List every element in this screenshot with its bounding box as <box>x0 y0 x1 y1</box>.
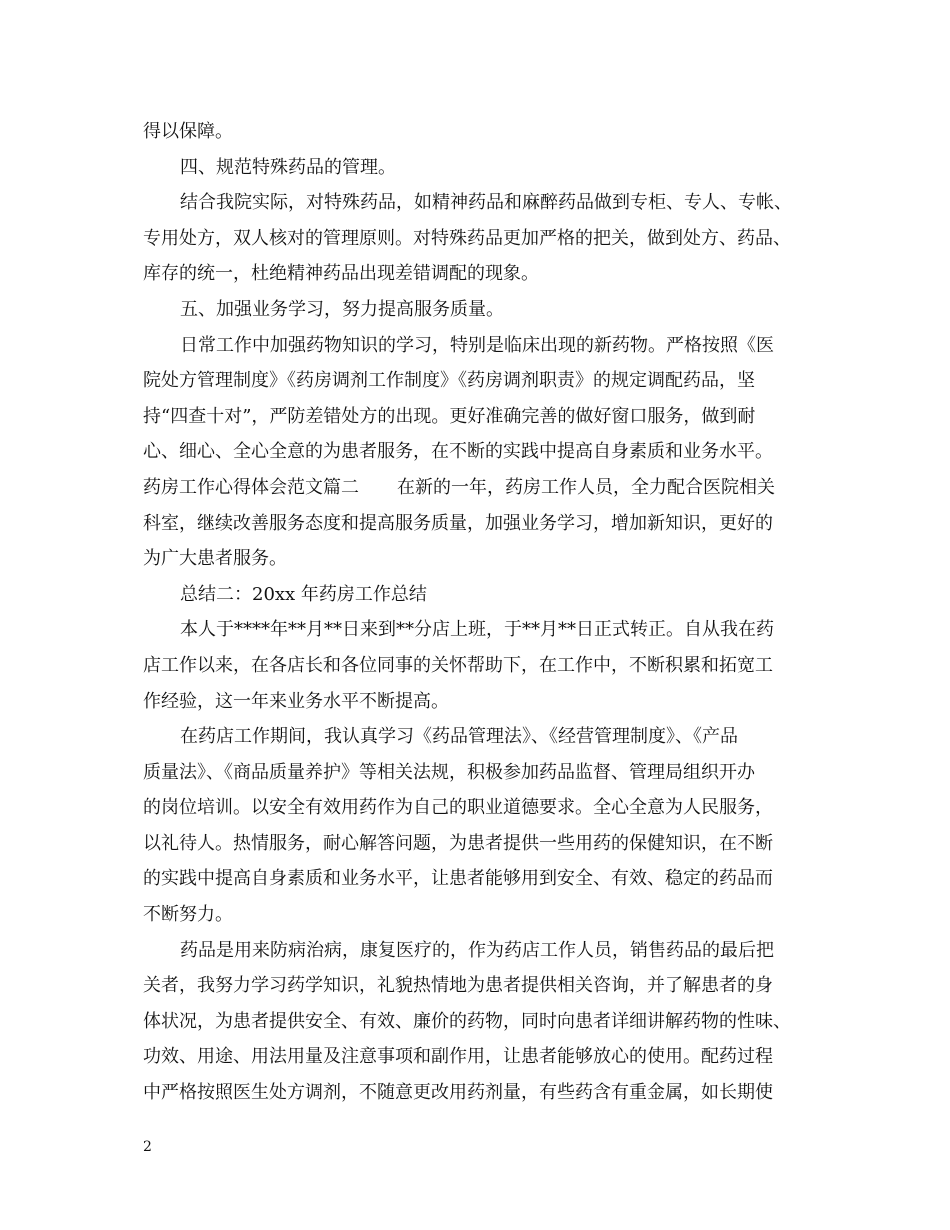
text-line: 药品是用来防病治病，康复医疗的，作为药店工作人员，销售药品的最后把 <box>180 939 774 961</box>
text-line: 心、细心、全心全意的为患者服务，在不断的实践中提高自身素质和业务水平。 <box>143 441 773 463</box>
text-line: 不断努力。 <box>143 904 233 926</box>
section-heading: 五、加强业务学习，努力提高服务质量。 <box>180 298 504 320</box>
text-line: 体状况，为患者提供安全、有效、廉价的药物，同时向患者详细讲解药物的性味、 <box>143 1010 791 1032</box>
text-line: 专用处方，双人核对的管理原则。对特殊药品更加严格的把关，做到处方、药品、 <box>143 227 791 249</box>
text-line: 库存的统一，杜绝精神药品出现差错调配的现象。 <box>143 263 539 285</box>
text-line: 得以保障。 <box>143 121 233 142</box>
text-line-continuation: 在新的一年，药房工作人员，全力配合医院相关 <box>397 476 775 498</box>
text-line: 结合我院实际，对特殊药品，如精神药品和麻醉药品做到专柜、专人、专帐、 <box>180 192 792 214</box>
text-line: 日常工作中加强药物知识的学习，特别是临床出现的新药物。严格按照《医 <box>180 334 774 356</box>
text-line: 以礼待人。热情服务，耐心解答问题，为患者提供一些用药的保健知识，在不断 <box>143 832 773 854</box>
text-line: 关者，我努力学习药学知识，礼貌热情地为患者提供相关咨询，并了解患者的身 <box>143 975 773 997</box>
text-line: 中严格按照医生处方调剂，不随意更改用药剂量，有些药含有重金属，如长期使 <box>143 1082 773 1104</box>
text-line: 本人于****年**月**日来到**分店上班，于**月**日正式转正。自从我在药 <box>180 619 774 641</box>
text-line: 持“四查十对”，严防差错处方的出现。更好准确完善的做好窗口服务，做到耐 <box>143 405 756 427</box>
text-line: 院处方管理制度》《药房调剂工作制度》《药房调剂职责》的规定调配药品，坚 <box>143 370 755 392</box>
body-text <box>143 114 823 1111</box>
summary-heading: 总结二：20xx 年药房工作总结 <box>180 583 427 605</box>
text-line: 科室，继续改善服务态度和提高服务质量，加强业务学习，增加新知识，更好的 <box>143 512 773 534</box>
text-line: 功效、用途、用法用量及注意事项和副作用，让患者能够放心的使用。配药过程 <box>143 1046 773 1068</box>
text-line: 店工作以来，在各店长和各位同事的关怀帮助下，在工作中，不断积累和拓宽工 <box>143 654 773 676</box>
article-heading: 药房工作心得体会范文篇二 <box>143 476 359 498</box>
text-line: 作经验，这一年来业务水平不断提高。 <box>143 690 449 712</box>
text-line: 为广大患者服务。 <box>143 548 287 570</box>
section-heading: 四、规范特殊药品的管理。 <box>180 156 396 178</box>
text-line: 的实践中提高自身素质和业务水平，让患者能够用到安全、有效、稳定的药品而 <box>143 868 773 890</box>
text-line <box>143 470 823 506</box>
page-number: 2 <box>143 1139 152 1155</box>
text-line: 在药店工作期间，我认真学习《药品管理法》、《经营管理制度》、《产品 <box>180 726 738 748</box>
text-line: 的岗位培训。以安全有效用药作为自己的职业道德要求。全心全意为人民服务， <box>143 797 773 819</box>
text-line: 质量法》、《商品质量养护》等相关法规，积极参加药品监督、管理局组织开办 <box>143 761 755 783</box>
